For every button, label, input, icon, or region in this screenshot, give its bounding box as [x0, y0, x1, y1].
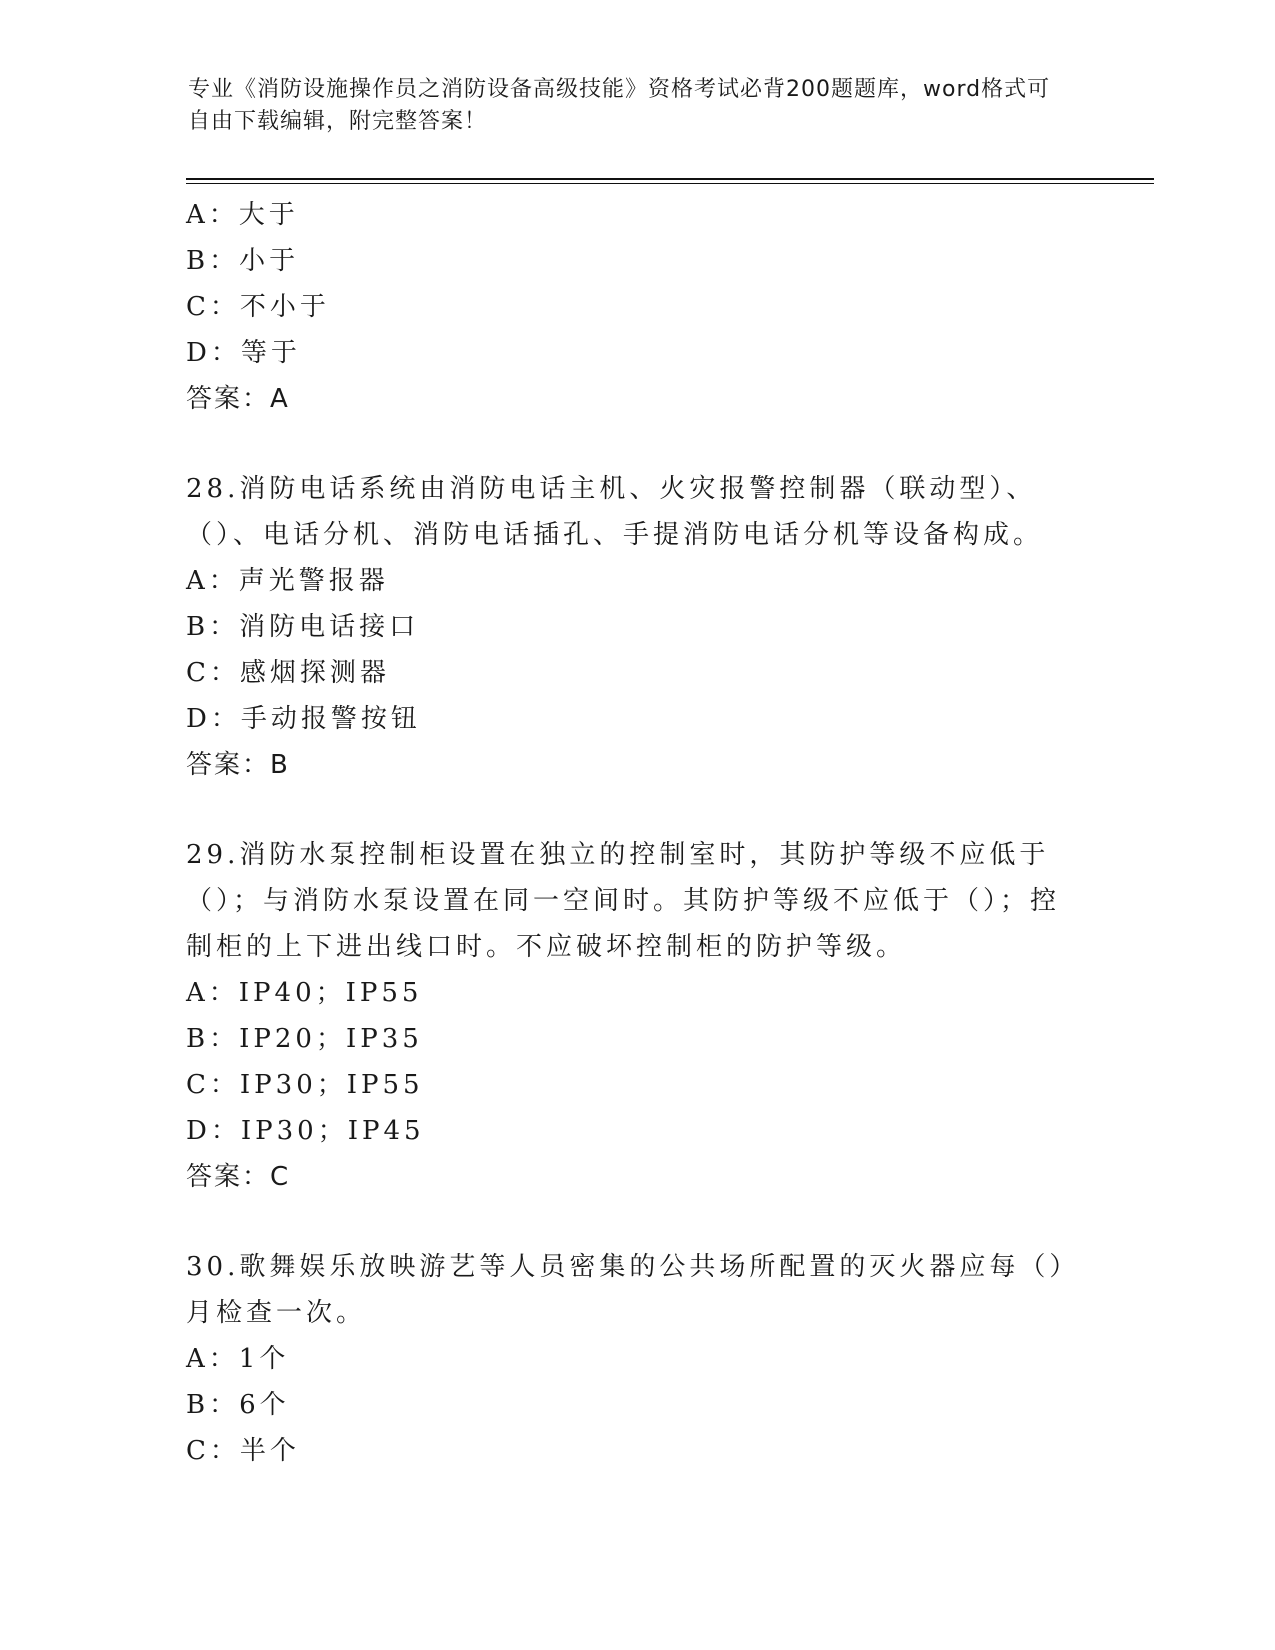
- option-c: C：感烟探测器: [186, 658, 390, 688]
- option-a: A：大于: [186, 200, 299, 230]
- answer-line: 答案：C: [186, 1162, 291, 1192]
- spacer: [186, 422, 1076, 466]
- spacer: [186, 788, 1076, 832]
- question-29: [186, 832, 1076, 1200]
- option-b: B：6个: [186, 1390, 290, 1420]
- document-body: [186, 192, 1076, 1474]
- option-a: A：1个: [186, 1344, 290, 1374]
- option-d: D：手动报警按钮: [186, 704, 421, 734]
- header-rule-thin: [186, 183, 1154, 184]
- option-a: A：IP40；IP55: [186, 978, 423, 1008]
- option-c: C：半个: [186, 1436, 300, 1466]
- option-b: B：IP20；IP35: [186, 1024, 423, 1054]
- answer-line: 答案：A: [186, 384, 290, 414]
- option-c: C：不小于: [186, 292, 330, 322]
- option-c: C：IP30；IP55: [186, 1070, 424, 1100]
- question-28: [186, 466, 1076, 788]
- option-d: D：等于: [186, 338, 301, 368]
- question-30: [186, 1244, 1076, 1474]
- document-header: 专业《消防设施操作员之消防设备高级技能》资格考试必背200题题库，word格式可自由下载编辑，附完整答案！: [188, 77, 1051, 134]
- option-d: D：IP30；IP45: [186, 1116, 425, 1146]
- question-27-continuation: [186, 192, 1076, 422]
- header-rule-thick: [186, 178, 1154, 180]
- answer-line: 答案：B: [186, 750, 290, 780]
- question-stem: 28.消防电话系统由消防电话主机、火灾报警控制器（联动型）、（）、电话分机、消防电话插孔、手提消防电话分机等设备构成。: [186, 474, 1044, 550]
- option-b: B：小于: [186, 246, 300, 276]
- question-stem: 30.歌舞娱乐放映游艺等人员密集的公共场所配置的灭火器应每（）月检查一次。: [186, 1252, 1067, 1328]
- option-b: B：消防电话接口: [186, 612, 420, 642]
- option-a: A：声光警报器: [186, 566, 389, 596]
- question-stem: 29.消防水泵控制柜设置在独立的控制室时，其防护等级不应低于（）；与消防水泵设置在同一空间时。其防护等级不应低于（）；控制柜的上下进出线口时。不应破坏控制柜的防护等级。: [186, 840, 1061, 962]
- spacer: [186, 1200, 1076, 1244]
